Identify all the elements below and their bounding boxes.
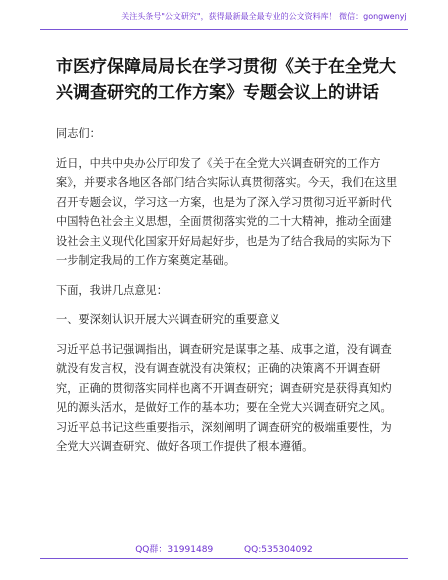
header-divider [40, 29, 408, 30]
header-note: 关注头条号"公文研究"，获得最新最全最专业的公文资料库！ 微信：gongwenyj [121, 12, 407, 21]
footer-divider [40, 558, 408, 559]
document-body [56, 124, 399, 457]
footer-contact [0, 545, 448, 555]
paragraph-section-1: 习近平总书记强调指出，调查研究是谋事之基、成事之道，没有调查就没有发言权，没有调查就没有决策权；正确的决策离不开调查研究，正确的贯彻落实同样也离不开调查研究；调查研究是获得真知灼见的源头活水，是做好工作的基本功；要在全党大兴调查研究之风。习近平总书记这些重要指示，深刻阐明了调查研究的极端重要性，为全党大兴调查研究、做好各项工作提供了根本遵循。 [56, 342, 392, 453]
document-title: 市医疗保障局局长在学习贯彻《关于在全党大兴调查研究的工作方案》专题会议上的讲话 [56, 57, 396, 103]
greeting: 同志们： [56, 127, 101, 140]
footer-qq-number: QQ:535304092 [244, 545, 313, 555]
section-heading-1: 一、要深刻认识开展大兴调查研究的重要意义 [56, 313, 280, 326]
paragraph-intro: 近日，中共中央办公厅印发了《关于在全党大兴调查研究的工作方案》，并要求各地区各部门结合实际认真贯彻落实。今天，我们在这里召开专题会议，学习这一方案，也是为了深入学习贯彻习近平新时代中国特色社会主义思想，全面贯彻落实党的二十大精神，推动全面建设社会主义现代化国家开好局起好步，也是为了结合我局的实际为下一步制定我局的工作方案奠定基础。 [56, 156, 398, 267]
paragraph-transition: 下面，我讲几点意见： [56, 283, 168, 297]
footer-qq-group: QQ群：31991489 [135, 545, 214, 555]
